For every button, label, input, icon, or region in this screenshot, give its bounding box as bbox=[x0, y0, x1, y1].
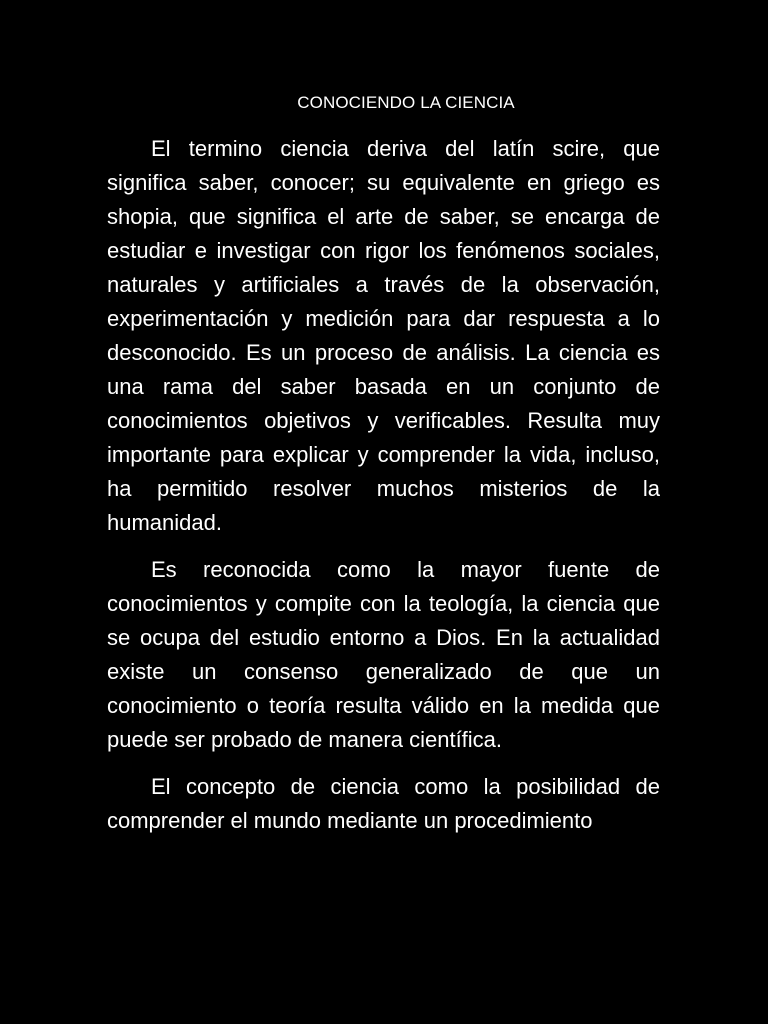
paragraph-2: Es reconocida como la mayor fuente de conocimientos y compite con la teología, la ciencia que se ocupa del estudio entorno a Dios. En la actualidad existe un consenso generalizado de que un conocimiento o teoría resulta válido en la medida que puede ser probado de manera científica. bbox=[107, 557, 660, 752]
document-title: CONOCIENDO LA CIENCIA bbox=[297, 93, 515, 112]
paragraph-3: El concepto de ciencia como la posibilidad de comprender el mundo mediante un procedimiento bbox=[107, 774, 660, 833]
paragraph-1: El termino ciencia deriva del latín scire, que significa saber, conocer; su equivalente en griego es shopia, que significa el arte de saber, se encarga de estudiar e investigar con rigor los fenómenos sociales, naturales y artificiales a través de la observación, experimentación y medición para dar respuesta a lo desconocido. Es un proceso de análisis. La ciencia es una rama del saber basada en un conjunto de conocimientos objetivos y verificables. Resulta muy importante para explicar y comprender la vida, incluso, ha permitido resolver muchos misterios de la humanidad. bbox=[107, 136, 660, 535]
document-body bbox=[107, 132, 660, 851]
